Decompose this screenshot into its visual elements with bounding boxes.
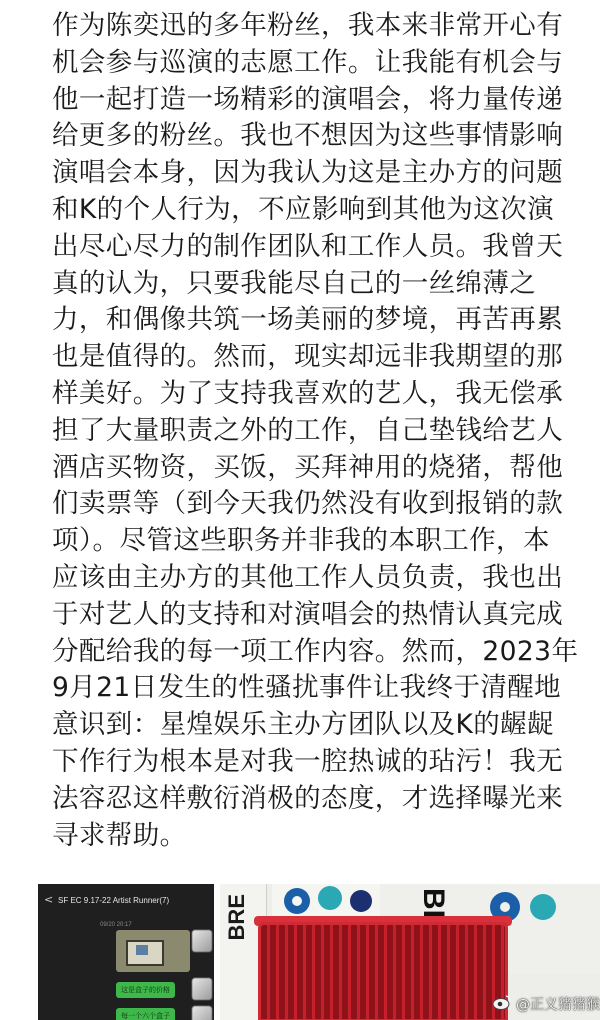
- article-line: 演唱会本身，因为我认为这是主办方的问题: [52, 157, 564, 189]
- back-arrow-icon: <: [44, 893, 54, 906]
- article-line: 寻求帮助。: [52, 819, 187, 851]
- article-line: 意识到：星煌娱乐主办方团队以及K的龌龊: [52, 709, 554, 741]
- article-line: 项）。尽管这些职务并非我的本职工作，本: [52, 525, 550, 557]
- chat-bubble: 每一个六个盒子: [116, 1008, 175, 1020]
- article-line: 担了大量职责之外的工作，自己垫钱给艺人: [52, 414, 564, 446]
- article-line: 法容忍这样敷衍消极的态度，才选择曝光来: [52, 782, 564, 814]
- package-print-text: BRE: [224, 894, 249, 941]
- red-basket: [258, 922, 508, 1020]
- article-line: 真的认为，只要我能尽自己的一丝绵薄之: [52, 267, 537, 299]
- article-line: 作为陈奕迅的多年粉丝，我本来非常开心有: [52, 10, 564, 41]
- article-line: 他一起打造一场精彩的演唱会，将力量传递: [52, 83, 564, 115]
- article-line: 下作行为根本是对我一腔热诚的玷污！我无: [52, 745, 564, 777]
- article-line: 9月21日发生的性骚扰事件让我终于清醒地: [52, 672, 562, 704]
- article-line: 样美好。为了支持我喜欢的艺人，我无偿承: [52, 377, 564, 409]
- article-line: 分配给我的每一项工作内容。然而，2023年: [52, 635, 579, 667]
- article-line: 给更多的粉丝。我也不想因为这些事情影响: [52, 120, 564, 152]
- chat-image-message: [116, 930, 190, 972]
- article-line: 机会参与巡演的志愿工作。让我能有机会与: [52, 46, 564, 78]
- article-line: 们卖票等（到今天我仍然没有收到报销的款: [52, 488, 564, 520]
- article-line: 酒店买物资，买饭，买拜神用的烧猪，帮他: [52, 451, 564, 483]
- weibo-watermark: @正义猪猪猴: [516, 997, 600, 1013]
- chat-timestamp: 09/20 20:17: [100, 922, 132, 928]
- avatar: [192, 930, 212, 952]
- article-line: 和K的个人行为，不应影响到其他为这次演: [52, 193, 554, 225]
- avatar: [192, 1006, 212, 1020]
- chat-bubble: 这是盒子的价格: [116, 982, 175, 998]
- avatar: [192, 978, 212, 1000]
- article-line: 力，和偶像共筑一场美丽的梦境，再苦再累: [52, 304, 564, 336]
- article-text: [52, 8, 592, 854]
- chat-group-title: SF EC 9.17-22 Artist Runner(7): [58, 896, 170, 905]
- article-line: 应该由主办方的其他工作人员负责，我也出: [52, 561, 564, 593]
- article-line: 出尽心尽力的制作团队和工作人员。我曾天: [52, 230, 564, 262]
- article-line: 于对艺人的支持和对演唱会的热情认真完成: [52, 598, 564, 630]
- article-line: 也是值得的。然而，现实却远非我期望的那: [52, 341, 564, 373]
- weibo-logo-icon: [492, 994, 512, 1010]
- chat-screenshot-image[interactable]: [38, 884, 214, 1020]
